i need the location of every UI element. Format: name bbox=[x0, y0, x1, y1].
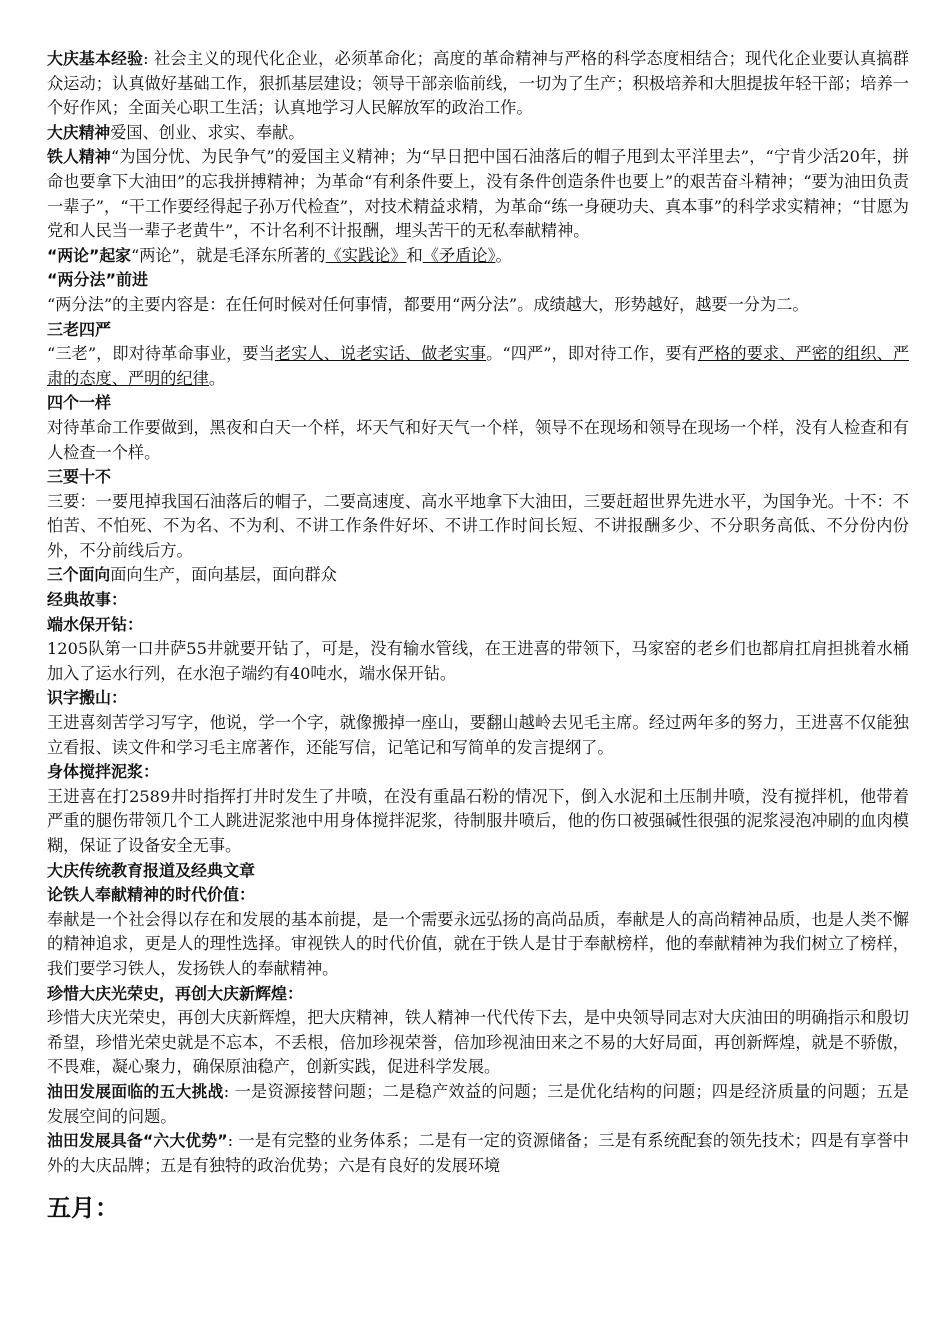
underline-four-strict: 严格的要求、严密的组织、严肃的态度、严明的纪律 bbox=[47, 344, 910, 388]
text-and: 和 bbox=[406, 245, 423, 265]
text-three-four-3: 。 bbox=[208, 368, 226, 388]
paragraph-five-challenges bbox=[47, 1080, 909, 1129]
story-text: 王进喜在打2589井时指挥打井时发生了井喷，在没有重晶石粉的情况下，倒入水泥和土压制井喷，没有搅拌机，他带着严重的腿伤带领几个工人跳进泥浆池中用身体搅拌泥浆，待制服井喷后，他的伤口被强碱性很强的泥浆浸泡冲刷的血肉模糊，保证了设备安全无事。 bbox=[47, 786, 909, 855]
paragraph-three-four bbox=[47, 342, 909, 391]
article-text: 珍惜大庆光荣史，再创大庆新辉煌，把大庆精神，铁人精神一代代传下去，是中央领导同志对大庆油田的明确指示和殷切希望，珍惜光荣史就是不忘本，不丢根，倍加珍视荣誉，倍加珍视油田来之不易的大好局面，再创新辉煌，就是不骄傲，不畏难，凝心聚力，确保原油稳产，创新实践，促进科学发展。 bbox=[47, 1008, 909, 1077]
heading-may: 五月： bbox=[47, 1194, 119, 1223]
heading-three-ten: 三要十不 bbox=[47, 467, 112, 487]
text-three-ten: 三要：一要甩掉我国石油落后的帽子，二要高速度、高水平地拿下大油田，三要赶超世界先进水平，为国争光。十不：不怕苦、不怕死、不为名、不为利、不讲工作条件好坏、不讲工作时间长短、不讲报酬多少、不分职务高低、不分份内份外，不分前线后方。 bbox=[47, 491, 909, 560]
story-title: 身体搅拌泥浆： bbox=[47, 762, 160, 782]
article-title: 珍惜大庆光荣史，再创大庆新辉煌： bbox=[47, 983, 304, 1003]
article-text: 奉献是一个社会得以存在和发展的基本前提，是一个需要永远弘扬的高尚品质，奉献是人的高尚精神品质，也是人类不懈的精神追求，更是人的理性选择。审视铁人的时代价值，就在于铁人是甘于奉献榜样，他的奉献精神为我们树立了榜样，我们要学习铁人，发扬铁人的奉献精神。 bbox=[47, 909, 909, 978]
heading-five-challenges: 油田发展面临的五大挑战 bbox=[47, 1081, 224, 1101]
heading-daqing-spirit: 大庆精神 bbox=[47, 122, 111, 142]
underline-three-old: 老实人、说老实话、做老实事 bbox=[274, 344, 487, 364]
story-title: 端水保开钻： bbox=[47, 614, 144, 634]
text-five-challenges: : 一是资源接替问题；二是稳产效益的问题；三是优化结构的问题；四是经济质量的问题；五是发展空间的问题。 bbox=[47, 1081, 909, 1126]
text-ironman-spirit: “为国分忧、为民争气”的爱国主义精神；为“早日把中国石油落后的帽子甩到太平洋里去”，“宁肯少活20年，拼命也要拿下大油田”的忘我拼搏精神；为革命“有利条件要上，没有条件创造条件也要上”的艰苦奋斗精神；“要为油田负责一辈子”，“干工作要经得起子孙万代检查”，对技术精益求精，为革命“练一身硬功夫、真本事”的科学求实精神；“甘愿为党和人民当一辈子老黄牛”，不计名利不计报酬，埋头苦干的无私奉献精神。 bbox=[47, 147, 909, 241]
text-three-face: 面向生产，面向基层，面向群众 bbox=[110, 565, 337, 585]
book-contradiction: 《矛盾论》 bbox=[422, 245, 496, 265]
paragraph-two-theories bbox=[47, 244, 909, 269]
story-text: 王进喜刻苦学习写字，他说，学一个字，就像搬掉一座山，要翻山越岭去见毛主席。经过两年多的努力，王进喜不仅能独立看报、读文件和学习毛主席著作，还能写信，记笔记和写简单的发言提纲了。 bbox=[47, 713, 909, 757]
heading-two-points: “两分法”前进 bbox=[47, 270, 149, 290]
text-four-same: 对待革命工作要做到，黑夜和白天一个样，坏天气和好天气一个样，领导不在现场和领导在现场一个样，没有人检查和有人检查一个样。 bbox=[47, 417, 909, 462]
heading-three-four: 三老四严 bbox=[47, 319, 112, 339]
heading-classic-stories: 经典故事： bbox=[47, 590, 128, 610]
heading-two-theories: “两论”起家 bbox=[47, 245, 131, 265]
text-six-advantages: : 一是有完整的业务体系；二是有一定的资源储备；三是有系统配套的领先技术；四是有享誉中外的大庆品牌；五是有独特的政治优势；六是有良好的发展环境 bbox=[47, 1131, 909, 1175]
text-two-theories: “两论”，就是毛泽东所著的 bbox=[130, 245, 326, 265]
document-page bbox=[47, 47, 909, 1224]
heading-education: 大庆传统教育报道及经典文章 bbox=[47, 860, 256, 880]
paragraph-ironman-spirit bbox=[47, 145, 909, 243]
text-end: 。 bbox=[495, 245, 512, 265]
text-daqing-experience: : 社会主义的现代化企业，必须革命化；高度的革命精神与严格的科学态度相结合；现代化企业要认真搞群众运动；认真做好基础工作，狠抓基层建设；领导干部亲临前线，一切为了生产；积极培养和大胆提拔年轻干部；培养一个好作风；全面关心职工生活；认真地学习人民解放军的政治工作。 bbox=[47, 49, 909, 118]
heading-ironman-spirit: 铁人精神 bbox=[47, 147, 111, 167]
book-practice: 《实践论》 bbox=[325, 245, 407, 265]
heading-four-same: 四个一样 bbox=[47, 393, 112, 413]
paragraph-three-face bbox=[47, 563, 909, 588]
article-title: 论铁人奉献精神的时代价值： bbox=[47, 885, 256, 905]
heading-six-advantages: 油田发展具备“六大优势” bbox=[47, 1131, 228, 1151]
text-three-four-2: 。“四严”，即对待工作，要有 bbox=[486, 344, 698, 364]
text-three-four-1: “三老”，即对待革命事业，要当 bbox=[47, 344, 275, 364]
paragraph-six-advantages bbox=[47, 1129, 909, 1178]
paragraph-daqing-experience bbox=[47, 47, 909, 121]
heading-three-face: 三个面向 bbox=[47, 565, 111, 585]
paragraph-daqing-spirit bbox=[47, 121, 909, 146]
story-text: 1205队第一口井萨55井就要开钻了，可是，没有输水管线，在王进喜的带领下，马家窑的老乡们也都肩扛肩担挑着水桶加入了运水行列，在水泡子端约有40吨水，端水保开钻。 bbox=[47, 639, 909, 683]
heading-daqing-experience: 大庆基本经验 bbox=[47, 49, 144, 68]
text-daqing-spirit: 爱国、创业、求实、奉献。 bbox=[110, 122, 305, 142]
story-title: 识字搬山： bbox=[47, 688, 128, 708]
text-two-points: “两分法”的主要内容是：在任何时候对任何事情，都要用“两分法”。成绩越大，形势越好，越要一分为二。 bbox=[47, 294, 809, 314]
